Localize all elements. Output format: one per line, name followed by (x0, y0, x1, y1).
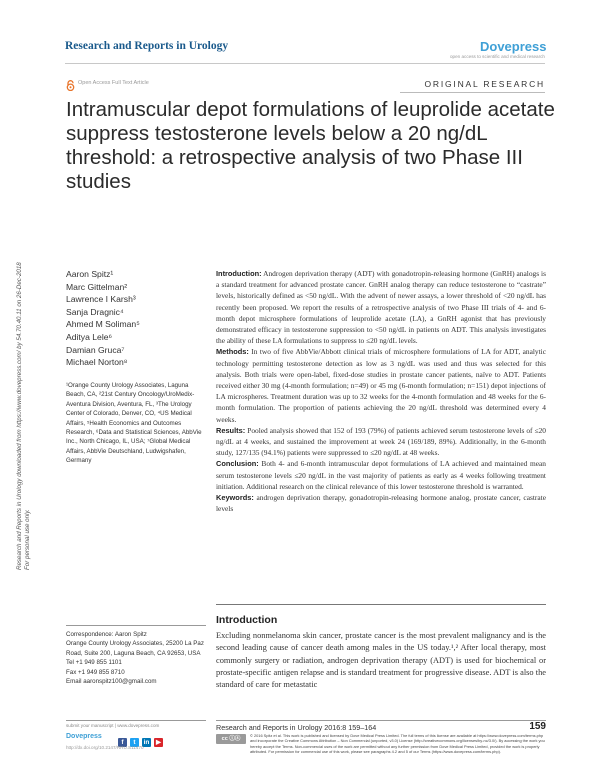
footer-citation: Research and Reports in Urology 2016:8 159–164 (216, 723, 377, 732)
correspondence-email[interactable]: Email aaronspitz100@gmail.com (66, 678, 157, 686)
abstract-results-text: Pooled analysis showed that 152 of 193 (79%) of patients achieved serum testosterone levels of ≤20 ng/dL at 4 weeks, and sustained the improvement at week 24 (169/189, 89%). Additionally, in the 6-month study, 127/135 (94.1%) patients were suppressed to ≤20 ng/dL at 48 weeks. (216, 425, 546, 458)
author: Aaron Spitz¹ (66, 269, 114, 279)
introduction-heading: Introduction (216, 614, 278, 626)
abstract-results-label: Results: (216, 425, 246, 435)
abstract-keywords-text: androgen deprivation therapy, gonadotropin-releasing hormone analog, prostate cancer, castrate levels (216, 493, 546, 514)
abstract-conclusion-text: Both 4- and 6-month intramuscular depot formulations of LA achieved and maintained mean serum testosterone levels ≤20 ng/dL in the vast majority of patients as early as 4 weeks following treatment initiation. Additional research on the clinical relevance of this lower testosterone threshold is warranted. (216, 459, 546, 491)
linkedin-icon[interactable]: in (143, 739, 150, 746)
author-list (66, 268, 206, 369)
footer-publisher-logo[interactable]: Dovepress (66, 733, 102, 740)
facebook-icon[interactable]: f (118, 738, 127, 747)
abstract-results (216, 425, 546, 459)
abstract-introduction-text: Androgen deprivation therapy (ADT) with gonadotropin-releasing hormone (GnRH) analogs is a standard treatment for advanced prostate cancer. GnRH analog therapy can reduce testosterone to “castrate” levels, historically defined as <50 ng/dL. With the advent of newer assays, a lower threshold of <20 ng/dL has recently been proposed. We report the results of a retrospective analysis of two Phase III trials of 4- and 6-month depot microsphere formulations of leuprolide acetate (LA), a GnRH agonist that has previously demonstrated efficacy in testosterone suppression to <50 ng/dL in patients on ADT. This analysis investigates the ability of these LA formulations to suppress to ≤20 ng/dL levels. (216, 269, 546, 346)
affiliations: ¹Orange County Urology Associates, Laguna Beach, CA, ²21st Century Oncology/UroMedix-Aventura Division, Aventura, FL, ³The Urology Center of Colorado, Denver, CO, ⁴US Medical Affairs, ⁵Health Economics and Outcomes Research, ⁶Data and Statistical Sciences, AbbVie Inc., North Chicago, IL, USA; ⁷Global Medical Affairs, AbbVie Deutschland, Ludwigshafen, Germany (66, 382, 202, 465)
open-access-label: Open Access Full Text Article (78, 80, 149, 86)
publisher-logo[interactable]: Dovepress (480, 39, 547, 54)
abstract-introduction-label: Introduction: (216, 269, 262, 278)
abstract-methods-label: Methods: (216, 347, 249, 357)
footer-divider-right (216, 720, 546, 721)
correspondence-address: Orange County Urology Associates, 25200 La Paz Road, Suite 200, Laguna Beach, CA 92653, USA (66, 640, 204, 657)
download-notice (8, 150, 40, 580)
open-access-lock-icon (66, 78, 75, 89)
introduction-text: Excluding nonmelanoma skin cancer, prostate cancer is the most prevalent malignancy and is the second leading cause of cancer death among males in the US today.¹,² After local therapy, most commonly surgery or radiation, androgen deprivation therapy (ADT) is used for biochemical or prostate-specific antigen relapse and is standard treatment for progressive disease. ADT is also the standard of care for metastatic (216, 631, 546, 690)
article-type-divider (400, 92, 545, 93)
publisher-tagline: open access to scientific and medical research (450, 54, 545, 59)
submit-manuscript-link[interactable]: submit your manuscript | www.dovepress.com (66, 723, 160, 728)
correspondence-tel: Tel +1 949 855 1101 (66, 659, 122, 667)
author: Ahmed M Soliman⁵ (66, 319, 140, 330)
download-notice-line2: For personal use only. (24, 509, 31, 570)
abstract-conclusion-label: Conclusion: (216, 459, 259, 469)
page-number: 159 (529, 721, 546, 732)
correspondence-divider (66, 625, 206, 626)
abstract-keywords (216, 492, 546, 514)
article-type: ORIGINAL RESEARCH (424, 79, 545, 89)
abstract (216, 268, 546, 514)
abstract-methods-text: In two of five AbbVie/Abbott clinical trials of microsphere formulations of LA for ADT, analytic technology permitting testosterone detection as low as 3 ng/dL was used and thus was selected for this analysis. Both trials were open-label, fixed-dose studies in prostate cancer patients, naïve to ADT. Patients received either 30 mg (4-month formulation; n=49) or 45 mg (6-month formulation; n=151) depot injections of LA microspheres. Treatment duration was up to 32 weeks for the 4-month formulation and 48 weeks for the 6-month formulation. The proportion of patients achieving the 20 ng/dL threshold was determined every 4 weeks. (216, 347, 546, 424)
abstract-conclusion (216, 458, 546, 492)
author: Sanja Dragnic⁴ (66, 306, 124, 317)
footer-divider-left (66, 720, 206, 721)
abstract-introduction (216, 268, 546, 346)
correspondence-fax: Fax +1 949 855 8710 (66, 668, 125, 676)
twitter-icon[interactable]: t (130, 738, 139, 747)
creative-commons-badge[interactable]: cc ⓘⓢ (216, 734, 246, 744)
correspondence-label: Correspondence: Aaron Spitz (66, 631, 147, 638)
author: Damian Gruca⁷ (66, 344, 125, 355)
article-title: Intramuscular depot formulations of leuprolide acetate suppress testosterone levels below a 20 ng/dL threshold: a retrospective analysis of two Phase III studies (66, 98, 555, 193)
author: Michael Norton⁸ (66, 357, 128, 368)
header-divider (65, 63, 545, 64)
license-text: © 2016 Spitz et al. This work is published and licensed by Dove Medical Press Limited. The full terms of this license are available at https://www.dovepress.com/terms.php and incorporate the Creative Commons Attribution – Non Commercial (unported, v3.0) License (http://creativecommons.org/licenses/by-nc/3.0/). By accessing the work you hereby accept the Terms. Non-commercial uses of the work are permitted without any further permission from Dove Medical Press Limited, provided the work is properly attributed. For permission for commercial use of this work, please see paragraphs 4.2 and 5 of our Terms (https://www.dovepress.com/terms.php). (250, 733, 545, 754)
author: Aditya Lele⁶ (66, 331, 113, 342)
journal-name: Research and Reports in Urology (65, 40, 229, 52)
author: Marc Gittelman² (66, 281, 128, 292)
abstract-methods (216, 346, 546, 424)
author: Lawrence I Karsh³ (66, 294, 136, 305)
download-notice-line1: Research and Reports in Urology downloaded from https://www.dovepress.com/ by 54.70.40.11 on 26-Dec-2018 (16, 262, 23, 570)
youtube-icon[interactable]: ▶ (156, 739, 161, 746)
abstract-keywords-label: Keywords: (216, 493, 254, 503)
abstract-divider (216, 604, 546, 605)
correspondence-block (66, 630, 206, 686)
doi-link[interactable]: http://dx.doi.org/10.2147/RRU.S11470 (66, 745, 144, 750)
